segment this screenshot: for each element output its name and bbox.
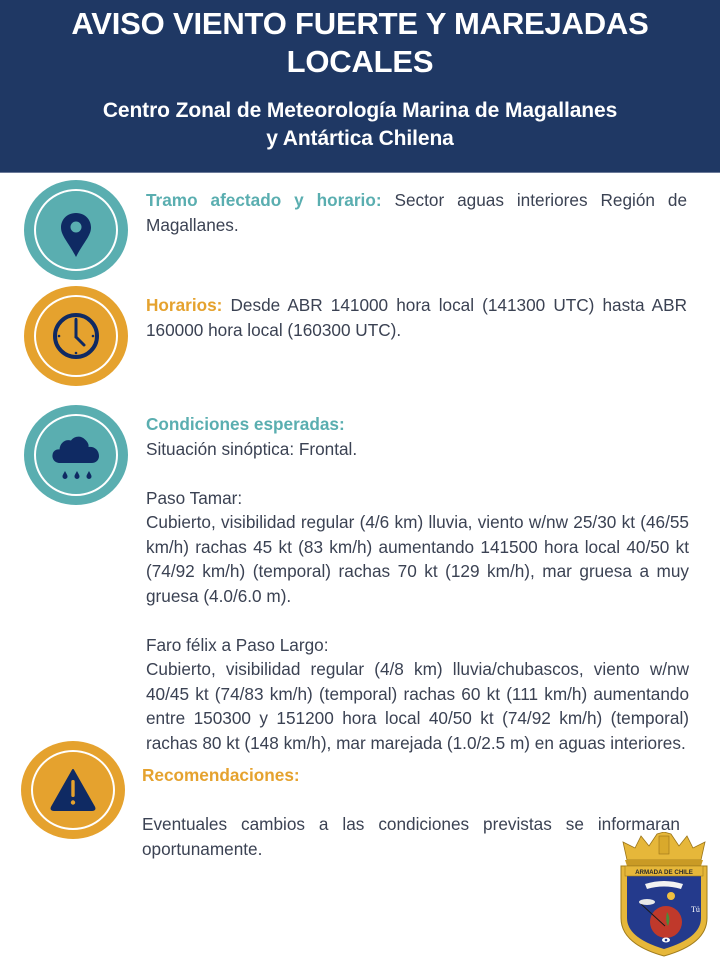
location-pin-icon [24, 180, 128, 280]
section-tramo [146, 188, 687, 237]
tramo-text: Sector aguas interiores Región de Magallanes. [146, 190, 688, 235]
armada-de-chile-crest [619, 832, 709, 957]
zone-name: Faro félix a Paso Largo: [146, 634, 329, 655]
location-badge [24, 180, 128, 280]
recomendaciones-text: Eventuales cambios a las condiciones previstas se informaran oportunamente. [142, 814, 680, 859]
header-banner [0, 0, 720, 173]
clock-icon [24, 286, 128, 386]
rain-cloud-icon [24, 405, 128, 505]
page-title: AVISO VIENTO FUERTE Y MAREJADAS LOCALES [71, 6, 649, 79]
crest-initials: Tü [691, 905, 700, 914]
section-condiciones [146, 412, 689, 755]
page-subtitle [0, 97, 720, 153]
horarios-label: Horarios: [146, 295, 223, 315]
condiciones-label: Condiciones esperadas: [146, 414, 345, 434]
crest-banner-text: ARMADA DE CHILE [635, 868, 693, 876]
subtitle-line-1: Centro Zonal de Meteorología Marina de Magallanes [102, 99, 618, 122]
rain-badge [24, 405, 128, 505]
tramo-paragraph [146, 188, 687, 237]
clock-badge [24, 286, 128, 386]
zone-forecast: Cubierto, visibilidad regular (4/8 km) lluvia/chubascos, viento w/nw 40/45 kt (74/83 km/h) (temporal) rachas 60 kt (111 km/h) aumentando entre 150300 y 151200 hora local 40/50 kt (74/92 km/h) (temporal) rachas 80 kt (148 km/h), mar marejada (1.0/2.5 m) en aguas interiores. [146, 659, 689, 753]
recomendaciones-label: Recomendaciones: [142, 765, 300, 785]
horarios-paragraph [146, 293, 687, 342]
tramo-label: Tramo afectado y horario: [146, 190, 382, 210]
subtitle-line-2: y Antártica Chilena [266, 127, 454, 150]
section-recomendaciones [142, 763, 680, 861]
naval-crown-icon [623, 832, 705, 866]
warning-badge [21, 741, 125, 839]
warning-icon [21, 741, 125, 839]
situacion-sinoptica: Situación sinóptica: Frontal. [146, 438, 358, 459]
section-horarios [146, 293, 687, 342]
zone-forecast: Cubierto, visibilidad regular (4/6 km) lluvia, viento w/nw 25/30 kt (46/55 km/h) rachas 45 kt (83 km/h) aumentando 141500 hora local 40/50 kt (74/92 km/h) (temporal) rachas 70 kt (129 km/h), mar gruesa a muy gruesa (4.0/6.0 m). [146, 512, 689, 606]
zone-name: Paso Tamar: [146, 487, 243, 508]
horarios-text: Desde ABR 141000 hora local (141300 UTC) hasta ABR 160000 hora local (160300 UTC). [146, 295, 687, 340]
